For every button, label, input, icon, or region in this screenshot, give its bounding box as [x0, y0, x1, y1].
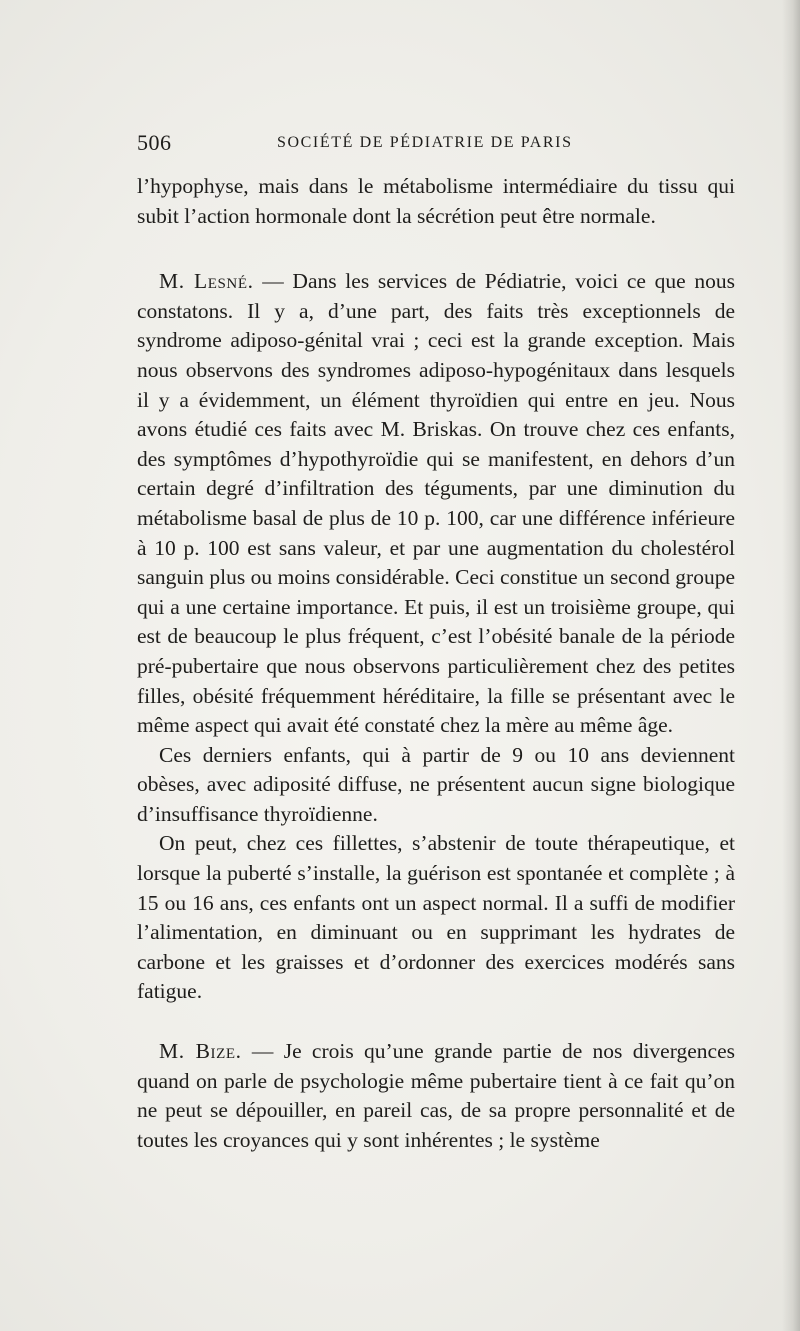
- paragraph: [137, 829, 735, 1007]
- paragraph-lesne: [137, 267, 735, 741]
- paragraph: [137, 741, 735, 830]
- page-number: 506: [137, 130, 172, 155]
- paragraph-text: Ces derniers enfants, qui à partir de 9 ou 10 ans deviennent obèses, avec adiposité diffuse, ne présentent aucun signe biologique d’insuffisance thyroïdienne.: [137, 742, 735, 826]
- paragraph-text: — Je crois qu’une grande partie de nos divergences quand on parle de psychologie même pubertaire tient à ce fait qu’on ne peut se dépouiller, en pareil cas, de sa propre personnalité et de toutes les croyances qui y sont inhérentes ; le système: [137, 1039, 735, 1152]
- running-title: SOCIÉTÉ DE PÉDIATRIE DE PARIS: [277, 134, 573, 151]
- paragraph-bize: [137, 1037, 735, 1155]
- page-edge-shadow: [782, 0, 800, 1331]
- paragraph-text: On peut, chez ces fillettes, s’abstenir de toute thérapeutique, et lorsque la puberté s’installe, la guérison est spontanée et complète ; à 15 ou 16 ans, ces enfants ont un aspect normal. Il a suffi de modifier l’alimentation, en diminuant ou en supprimant les hydrates de carbone et les graisses et d’ordonner des exercices modérés sans fatigue.: [137, 831, 735, 1004]
- paragraph-text: — Dans les services de Pédiatrie, voici ce que nous constatons. Il y a, d’une part, des faits très exceptionnels de syndrome adiposo-génital vrai ; ceci est la grande exception. Mais nous observons des syndromes adiposo-hypogénitaux dans lesquels il y a évidemment, un élément thyroïdien qui entre en jeu. Nous avons étudié ces faits avec M. Briskas. On trouve chez ces enfants, des symptômes d’hypothyroïdie qui se manifestent, en dehors d’un certain degré d’infiltration des téguments, par une diminution du métabolisme basal de plus de 10 p. 100, car une différence inférieure à 10 p. 100 est sans valeur, et par une augmentation du cholestérol sanguin plus ou moins considérable. Ceci constitue un second groupe qui a une certaine importance. Et puis, il est un troisième groupe, qui est de beaucoup le plus fréquent, c’est l’obésité banale de la période pré-pubertaire que nous observons particulièrement chez des petites filles, obésité fréquemment héréditaire, la fille se présentant avec le même aspect qui avait été constaté chez la mère au même âge.: [137, 269, 735, 738]
- paragraph-text: l’hypophyse, mais dans le métabolisme intermédiaire du tissu qui subit l’action hormonale dont la sécrétion peut être normale.: [137, 174, 735, 228]
- body-text: [137, 172, 735, 1155]
- page-header: [137, 130, 735, 158]
- paragraph: [137, 172, 735, 231]
- speaker-name: M. Lesné.: [159, 269, 254, 294]
- speaker-name: M. Bize.: [159, 1039, 242, 1064]
